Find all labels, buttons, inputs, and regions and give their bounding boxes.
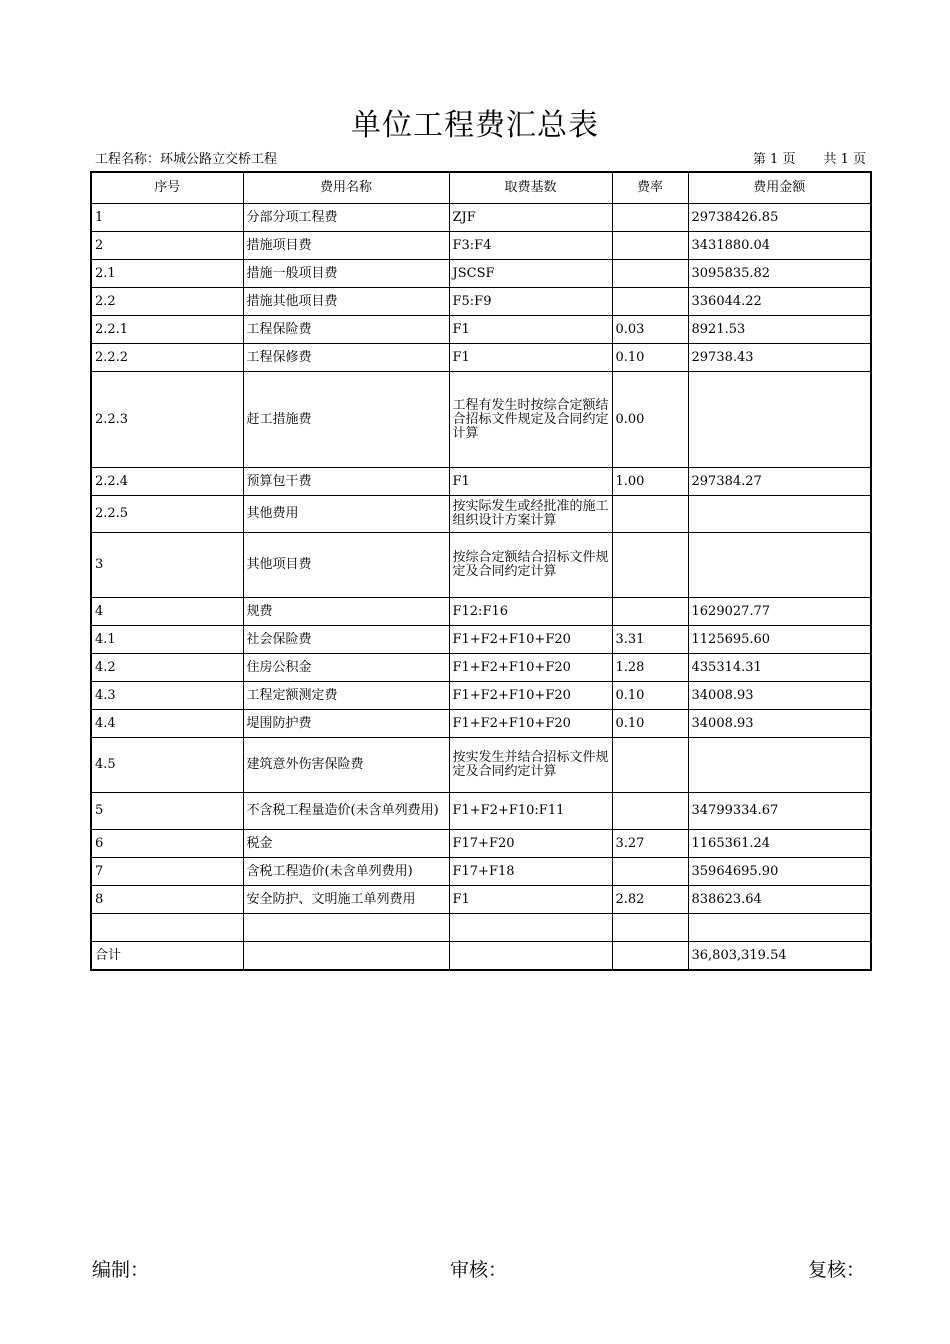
total-row-no: 合计 bbox=[91, 942, 243, 971]
row-no: 2.1 bbox=[91, 260, 243, 288]
table-row bbox=[91, 858, 871, 886]
row-rate bbox=[612, 533, 688, 598]
row-no: 1 bbox=[91, 204, 243, 232]
row-no: 4.1 bbox=[91, 626, 243, 654]
row-no: 4.4 bbox=[91, 710, 243, 738]
row-fee-name: 工程保险费 bbox=[243, 316, 449, 344]
table-row bbox=[91, 793, 871, 830]
row-basis: 按综合定额结合招标文件规定及合同约定计算 bbox=[449, 533, 612, 598]
row-fee-name: 堤围防护费 bbox=[243, 710, 449, 738]
table-row bbox=[91, 626, 871, 654]
row-rate: 2.82 bbox=[612, 886, 688, 914]
table-row bbox=[91, 533, 871, 598]
table-header-row bbox=[91, 172, 871, 204]
header-no: 序号 bbox=[91, 172, 243, 204]
row-basis: 工程有发生时按综合定额结合招标文件规定及合同约定计算 bbox=[449, 372, 612, 468]
row-basis: F12:F16 bbox=[449, 598, 612, 626]
row-amount: 1125695.60 bbox=[688, 626, 871, 654]
row-fee-name: 其他项目费 bbox=[243, 533, 449, 598]
row-fee-name: 分部分项工程费 bbox=[243, 204, 449, 232]
row-fee-name: 税金 bbox=[243, 830, 449, 858]
row-no: 2.2.5 bbox=[91, 496, 243, 533]
row-basis: F1 bbox=[449, 344, 612, 372]
row-fee-name: 措施项目费 bbox=[243, 232, 449, 260]
table-row bbox=[91, 496, 871, 533]
header-name: 费用名称 bbox=[243, 172, 449, 204]
row-fee-name: 工程定额测定费 bbox=[243, 682, 449, 710]
row-basis: F1 bbox=[449, 886, 612, 914]
row-amount bbox=[688, 496, 871, 533]
row-no: 2.2.4 bbox=[91, 468, 243, 496]
row-rate bbox=[612, 598, 688, 626]
header-rate: 费率 bbox=[612, 172, 688, 204]
row-basis: F1+F2+F10:F11 bbox=[449, 793, 612, 830]
row-basis: F1+F2+F10+F20 bbox=[449, 626, 612, 654]
row-no: 8 bbox=[91, 886, 243, 914]
row-rate bbox=[612, 232, 688, 260]
table-row bbox=[91, 654, 871, 682]
total-row-rate bbox=[612, 942, 688, 971]
total-row-amount: 36,803,319.54 bbox=[688, 942, 871, 971]
table-row bbox=[91, 830, 871, 858]
row-fee-name: 措施一般项目费 bbox=[243, 260, 449, 288]
row-basis: F3:F4 bbox=[449, 232, 612, 260]
table-row bbox=[91, 738, 871, 793]
row-rate: 1.28 bbox=[612, 654, 688, 682]
row-rate: 1.00 bbox=[612, 468, 688, 496]
row-fee-name: 社会保险费 bbox=[243, 626, 449, 654]
row-no bbox=[91, 914, 243, 942]
row-basis: JSCSF bbox=[449, 260, 612, 288]
row-basis: F17+F20 bbox=[449, 830, 612, 858]
row-amount: 29738.43 bbox=[688, 344, 871, 372]
row-fee-name bbox=[243, 914, 449, 942]
footer-rechecked: 复核： bbox=[808, 1259, 866, 1281]
row-fee-name: 规费 bbox=[243, 598, 449, 626]
row-rate: 3.31 bbox=[612, 626, 688, 654]
row-amount: 435314.31 bbox=[688, 654, 871, 682]
row-fee-name: 预算包干费 bbox=[243, 468, 449, 496]
row-rate bbox=[612, 496, 688, 533]
row-no: 2.2 bbox=[91, 288, 243, 316]
row-basis: F1 bbox=[449, 316, 612, 344]
row-rate: 0.03 bbox=[612, 316, 688, 344]
row-no: 4 bbox=[91, 598, 243, 626]
row-no: 3 bbox=[91, 533, 243, 598]
table-row bbox=[91, 232, 871, 260]
table-row bbox=[91, 204, 871, 232]
row-rate: 0.00 bbox=[612, 372, 688, 468]
row-fee-name: 赶工措施费 bbox=[243, 372, 449, 468]
total-row-basis bbox=[449, 942, 612, 971]
row-amount: 35964695.90 bbox=[688, 858, 871, 886]
row-basis: F1+F2+F10+F20 bbox=[449, 654, 612, 682]
footer-reviewed: 审核： bbox=[450, 1259, 508, 1281]
header-amount: 费用金额 bbox=[688, 172, 871, 204]
row-fee-name: 含税工程造价(未含单列费用) bbox=[243, 858, 449, 886]
page-info bbox=[753, 148, 866, 167]
row-amount: 1165361.24 bbox=[688, 830, 871, 858]
row-fee-name: 工程保修费 bbox=[243, 344, 449, 372]
footer-prepared: 编制： bbox=[92, 1259, 150, 1281]
row-amount bbox=[688, 738, 871, 793]
row-rate bbox=[612, 260, 688, 288]
table-row bbox=[91, 710, 871, 738]
row-no: 2.2.1 bbox=[91, 316, 243, 344]
row-fee-name: 不含税工程量造价(未含单列费用) bbox=[243, 793, 449, 830]
page-current: 第 1 页 bbox=[752, 152, 796, 167]
row-rate: 0.10 bbox=[612, 344, 688, 372]
row-fee-name: 建筑意外伤害保险费 bbox=[243, 738, 449, 793]
table-row bbox=[91, 598, 871, 626]
fee-summary-table bbox=[90, 171, 872, 971]
row-amount: 34799334.67 bbox=[688, 793, 871, 830]
row-rate bbox=[612, 793, 688, 830]
row-amount: 29738426.85 bbox=[688, 204, 871, 232]
row-amount: 838623.64 bbox=[688, 886, 871, 914]
row-fee-name: 住房公积金 bbox=[243, 654, 449, 682]
table-row bbox=[91, 682, 871, 710]
row-basis bbox=[449, 914, 612, 942]
row-amount bbox=[688, 914, 871, 942]
row-rate: 0.10 bbox=[612, 682, 688, 710]
row-fee-name: 安全防护、文明施工单列费用 bbox=[243, 886, 449, 914]
row-amount: 8921.53 bbox=[688, 316, 871, 344]
table-row bbox=[91, 372, 871, 468]
row-amount: 34008.93 bbox=[688, 682, 871, 710]
header-basis: 取费基数 bbox=[449, 172, 612, 204]
row-amount: 3431880.04 bbox=[688, 232, 871, 260]
row-no: 4.5 bbox=[91, 738, 243, 793]
row-no: 7 bbox=[91, 858, 243, 886]
row-basis: F17+F18 bbox=[449, 858, 612, 886]
row-amount bbox=[688, 372, 871, 468]
row-rate bbox=[612, 204, 688, 232]
row-fee-name: 措施其他项目费 bbox=[243, 288, 449, 316]
row-rate bbox=[612, 914, 688, 942]
row-rate bbox=[612, 858, 688, 886]
row-basis: ZJF bbox=[449, 204, 612, 232]
row-no: 6 bbox=[91, 830, 243, 858]
table-row bbox=[91, 316, 871, 344]
table-row bbox=[91, 288, 871, 316]
row-rate: 3.27 bbox=[612, 830, 688, 858]
row-amount: 336044.22 bbox=[688, 288, 871, 316]
row-no: 2 bbox=[91, 232, 243, 260]
page-title: 单位工程费汇总表 bbox=[351, 108, 599, 143]
row-rate bbox=[612, 738, 688, 793]
table-row bbox=[91, 344, 871, 372]
row-rate: 0.10 bbox=[612, 710, 688, 738]
row-no: 2.2.3 bbox=[91, 372, 243, 468]
total-row-fee-name bbox=[243, 942, 449, 971]
row-basis: 按实际发生或经批准的施工组织设计方案计算 bbox=[449, 496, 612, 533]
row-no: 5 bbox=[91, 793, 243, 830]
row-amount bbox=[688, 533, 871, 598]
row-amount: 34008.93 bbox=[688, 710, 871, 738]
table-row bbox=[91, 914, 871, 942]
table-total-row bbox=[91, 942, 871, 971]
row-basis: F5:F9 bbox=[449, 288, 612, 316]
row-basis: F1 bbox=[449, 468, 612, 496]
row-no: 2.2.2 bbox=[91, 344, 243, 372]
table-row bbox=[91, 468, 871, 496]
row-fee-name: 其他费用 bbox=[243, 496, 449, 533]
row-basis: F1+F2+F10+F20 bbox=[449, 710, 612, 738]
table-row bbox=[91, 260, 871, 288]
project-name: 工程名称：环城公路立交桥工程 bbox=[95, 152, 278, 167]
row-amount: 297384.27 bbox=[688, 468, 871, 496]
row-basis: 按实发生并结合招标文件规定及合同约定计算 bbox=[449, 738, 612, 793]
row-rate bbox=[612, 288, 688, 316]
row-amount: 1629027.77 bbox=[688, 598, 871, 626]
row-no: 4.2 bbox=[91, 654, 243, 682]
table-row bbox=[91, 886, 871, 914]
row-no: 4.3 bbox=[91, 682, 243, 710]
page-total: 共 1 页 bbox=[823, 152, 866, 167]
row-amount: 3095835.82 bbox=[688, 260, 871, 288]
row-basis: F1+F2+F10+F20 bbox=[449, 682, 612, 710]
